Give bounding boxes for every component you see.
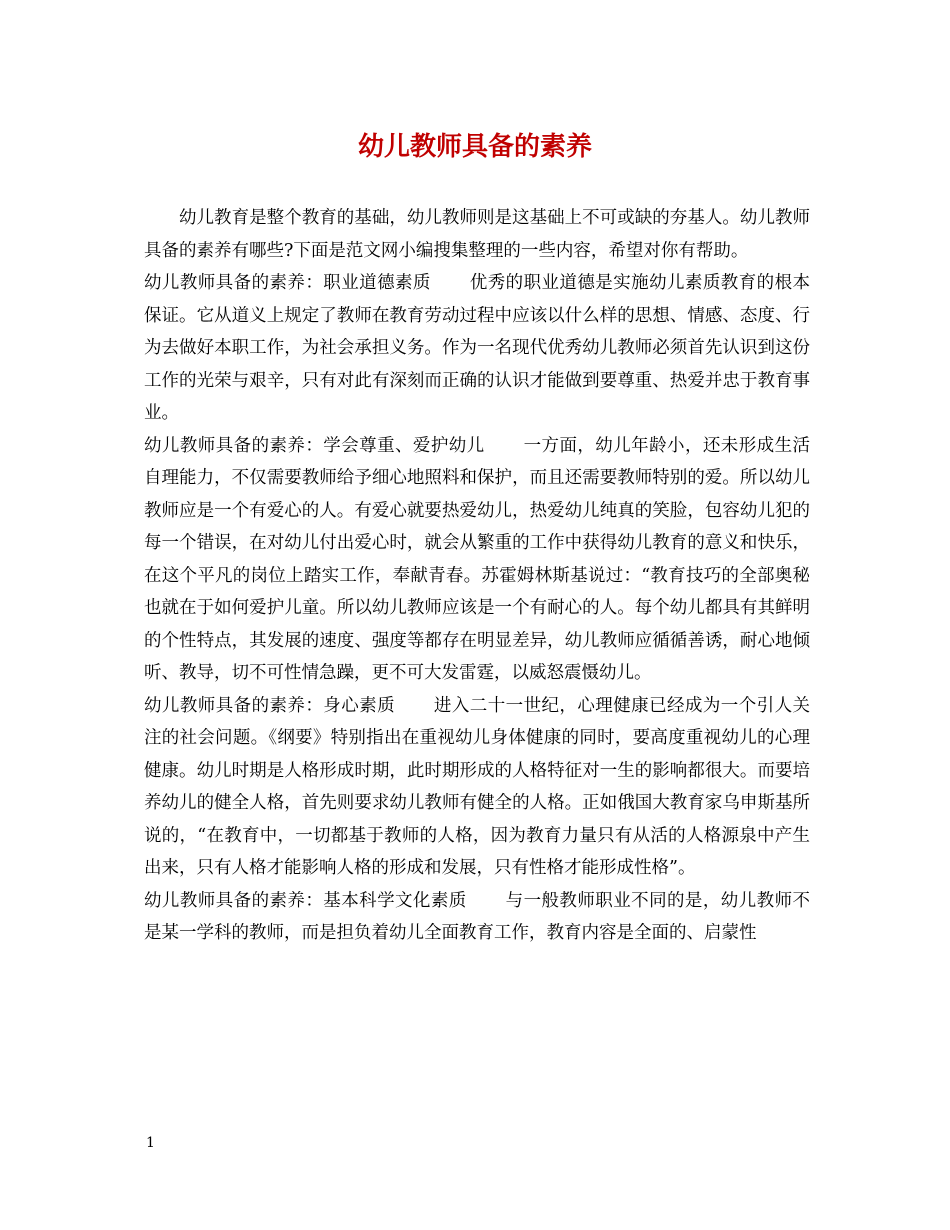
section-text: 一方面，幼儿年龄小，还未形成生活自理能力，不仅需要教师给予细心地照料和保护，而且还需要教师特别的爱。所以幼儿教师应是一个有爱心的人。有爱心就要热爱幼儿，热爱幼儿纯真的笑脸，包容幼儿犯的每一个错误，在对幼儿付出爱心时，就会从繁重的工作中获得幼儿教育的意义和快乐，在这个平凡的岗位上踏实工作，奉献青春。苏霍姆林斯基说过：“教育技巧的全部奥秘也就在于如何爱护儿童。所以幼儿教师应该是一个有耐心的人。每个幼儿都具有其鲜明的个性特点，其发展的速度、强度等都存在明显差异，幼儿教师应循循善诱，耐心地倾听、教导，切不可性情急躁，更不可大发雷霆，以威怒震慑幼儿。: [144, 435, 811, 683]
section-paragraph: [144, 690, 810, 885]
intro-paragraph: 幼儿教育是整个教育的基础，幼儿教师则是这基础上不可或缺的夯基人。幼儿教师具备的素养有哪些?下面是范文网小编搜集整理的一些内容，希望对你有帮助。: [144, 208, 810, 261]
document-body: [144, 202, 810, 950]
section-heading: 幼儿教师具备的素养：职业道德素质: [144, 273, 431, 293]
section-paragraph: [144, 267, 810, 430]
section-heading: 幼儿教师具备的素养：学会尊重、爱护幼儿: [144, 435, 485, 456]
section-heading: 幼儿教师具备的素养：基本科学文化素质: [144, 890, 467, 911]
document-title: 幼儿教师具备的素养: [357, 132, 592, 162]
section-heading: 幼儿教师具备的素养：身心素质: [144, 695, 395, 716]
section-text: 进入二十一世纪，心理健康已经成为一个引人关注的社会问题。《纲要》特别指出在重视幼儿身体健康的同时，要高度重视幼儿的心理健康。幼儿时期是人格形成时期，此时期形成的人格特征对一生的影响都很大。而要培养幼儿的健全人格，首先则要求幼儿教师有健全的人格。正如俄国大教育家乌申斯基所说的，“在教育中，一切都基于教师的人格，因为教育力量只有从活的人格源泉中产生出来，只有人格才能影响人格的形成和发展，只有性格才能形成性格”。: [144, 695, 810, 878]
section-paragraph: [144, 885, 810, 950]
section-text: 与一般教师职业不同的是，幼儿教师不是某一学科的教师，而是担负着幼儿全面教育工作，教育内容是全面的、启蒙性: [144, 890, 811, 943]
section-paragraph: [144, 430, 810, 690]
page-number: 1: [146, 1135, 155, 1151]
section-text: 优秀的职业道德是实施幼儿素质教育的根本保证。它从道义上规定了教师在教育劳动过程中应该以什么样的思想、情感、态度、行为去做好本职工作，为社会承担义务。作为一名现代优秀幼儿教师必须首先认识到这份工作的光荣与艰辛，只有对此有深刻而正确的认识才能做到要尊重、热爱并忠于教育事业。: [144, 273, 811, 423]
